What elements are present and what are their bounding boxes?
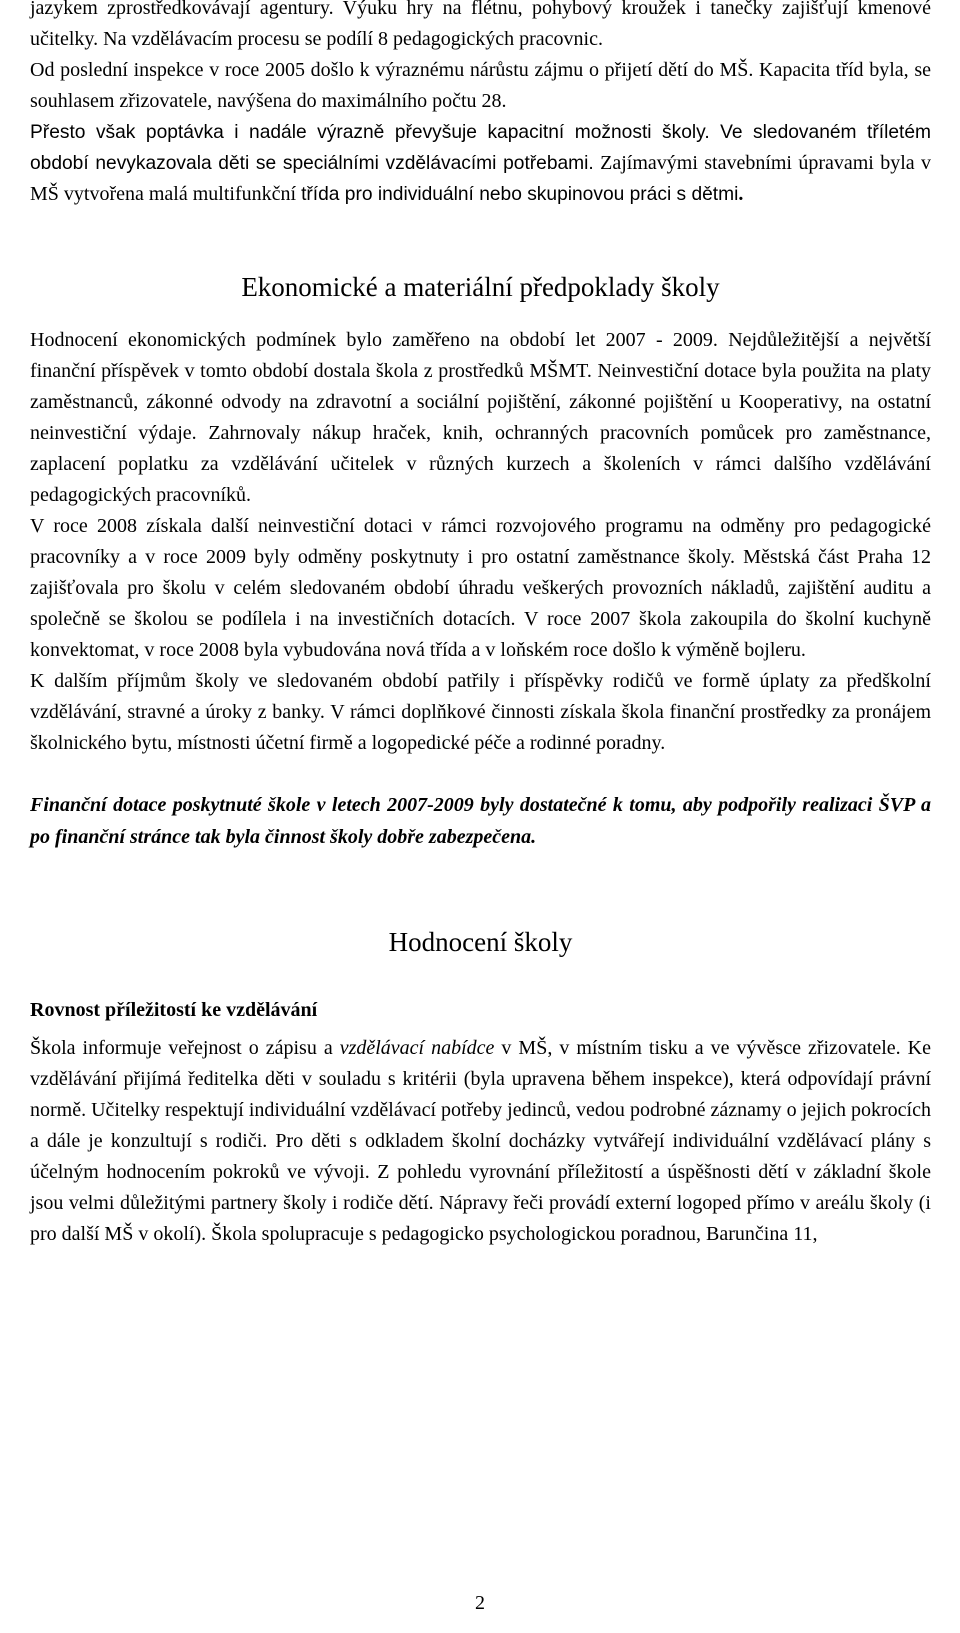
economic-paragraph-3: K dalším příjmům školy ve sledovaném období patřily i příspěvky rodičů ve formě úplaty za předškolní vzdělávání, stravné a úroky z banky. V rámci doplňkové činnosti získala škola finanční prostředky za pronájem školnického bytu, místnosti účetní firmě a logopedické péče a rodinné poradny. (30, 670, 931, 754)
intro-sans-text-2: třída pro individuální nebo skupinovou práci s dětmi (301, 184, 739, 205)
intro-sans-text: Přesto však poptávka i nadále výrazně převyšuje kapacitní možnosti školy. Ve sledovaném tříletém období nevykazovala děti se speciálními vzdělávacími potřebami. (30, 122, 931, 174)
evaluation-italic-text: vzdělávací nabídce (339, 1037, 495, 1059)
economic-paragraph-1: Hodnocení ekonomických podmínek bylo zaměřeno na období let 2007 - 2009. Nejdůležitější a největší finanční příspěvek v tomto období dostala škola z prostředků MŠMT. Neinvestiční dotace byla použita na platy zaměstnanců, zákonné odvody na zdravotní a sociální pojištění, zákonné pojištění u Kooperativy, na ostatní neinvestiční výdaje. Zahrnovaly nákup hraček, knih, ochranných pracovních pomůcek pro zaměstnance, zaplacení poplatku za vzdělávání učitelek v různých kurzech a školeních v rámci dalšího vzdělávání pedagogických pracovníků. (30, 329, 931, 506)
evaluation-text-a: Škola informuje veřejnost o zápisu a (30, 1037, 340, 1059)
intro-paragraph-3 (30, 117, 931, 210)
intro-end-period: . (738, 183, 744, 205)
intro-paragraph-1: jazykem zprostředkovávají agentury. Výuku hry na flétnu, pohybový kroužek i tanečky zajišťují kmenové učitelky. Na vzdělávacím procesu se podílí 8 pedagogických pracovnic. (30, 0, 931, 50)
evaluation-section-heading: Hodnocení školy (388, 927, 573, 957)
economic-section-heading: Ekonomické a materiální předpoklady školy (241, 272, 720, 302)
page-number: 2 (475, 1592, 485, 1614)
evaluation-text-b: v MŠ, v místním tisku a ve vývěsce zřizovatele. Ke vzdělávání přijímá ředitelka děti v souladu s kritérii (byla upravena během inspekce), která odpovídají právní normě. Učitelky respektují individuální vzdělávací potřeby jedinců, vedou podrobné záznamy o jejich pokrocích a dále je konzultují s rodiči. Pro děti s odkladem školní docházky vytvářejí individuální vzdělávací plány s účelným hodnocením pokroků ve vývoji. Z pohledu vyrovnání příležitostí a úspěšnosti dětí v základní škole jsou velmi důležitými partnery školy i rodiče dětí. Nápravy řeči provádí externí logoped přímo v areálu školy (i pro další MŠ v okolí). Škola spolupracuje s pedagogicko psychologickou poradnou, Barunčina 11, (30, 1037, 931, 1245)
economic-paragraph-2: V roce 2008 získala další neinvestiční dotaci v rámci rozvojového programu na odměny pro pedagogické pracovníky a v roce 2009 byly odměny poskytnuty i pro ostatní zaměstnance školy. Městská část Praha 12 zajišťovala pro školu v celém sledovaném období úhradu veškerých provozních nákladů, zajištění auditu a společně se školou se podílela i na investičních dotacích. V roce 2007 škola zakoupila do školní kuchyně konvektomat, v roce 2008 byla vybudována nová třída a v loňském roce došlo k výměně bojleru. (30, 515, 931, 661)
document-body (30, 0, 931, 1250)
intro-serif-text: Zajímavými stavebními úpravami byla v MŠ vytvořena malá multifunkční (30, 152, 932, 205)
equal-opportunity-subheading: Rovnost příležitostí ke vzdělávání (30, 999, 318, 1021)
economic-conclusion: Finanční dotace poskytnuté škole v letech 2007-2009 byly dostatečné k tomu, aby podpořily realizaci ŠVP a po finanční stránce tak byla činnost školy dobře zabezpečena. (30, 794, 931, 848)
intro-paragraph-2: Od poslední inspekce v roce 2005 došlo k výraznému nárůstu zájmu o přijetí dětí do MŠ. Kapacita tříd byla, se souhlasem zřizovatele, navýšena do maximálního počtu 28. (30, 59, 931, 112)
evaluation-paragraph-1 (30, 1033, 931, 1250)
